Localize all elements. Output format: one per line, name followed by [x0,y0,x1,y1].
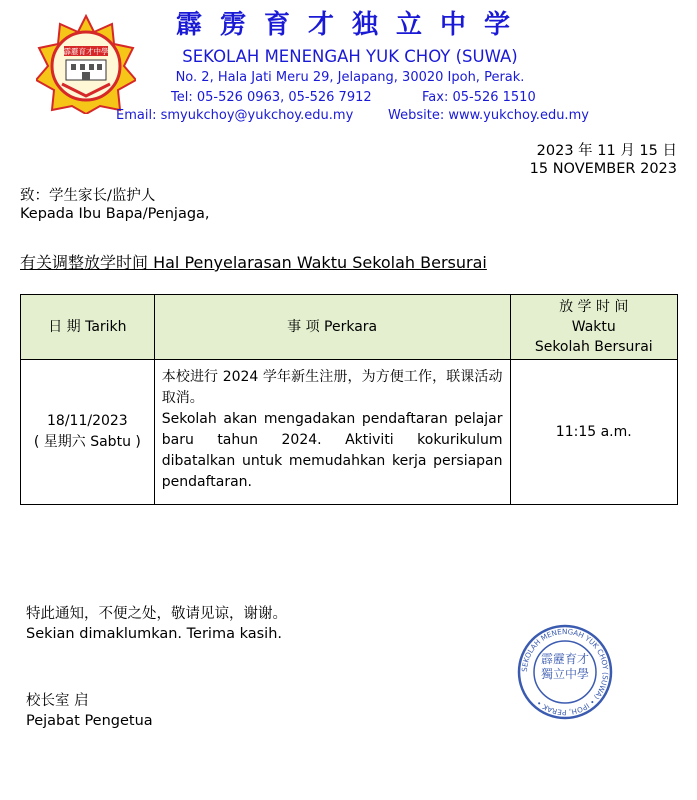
header-time-line1: 放 学 时 间 [559,299,629,315]
row-matter-malay: Sekolah akan mengadakan pendaftaran pelajar baru tahun 2024. Aktiviti kokurikulum dibatalkan untuk memudahkan kerja persiapan pendaftaran. [161,411,503,490]
school-telephone: Tel: 05-526 0963, 05-526 7912 [171,90,372,105]
table-header-row [21,295,678,360]
header-time-line2: Waktu [571,319,616,335]
letter-date-english: 15 NOVEMBER 2023 [529,161,677,177]
salutation-malay: Kepada Ibu Bapa/Penjaga, [20,206,210,222]
header-time-line3: Sekolah Bersurai [534,339,653,355]
stamp-center-text: 霹靂育才獨立中學 [540,652,589,681]
school-logo [36,14,136,114]
closing-chinese: 特此通知，不便之处，敬请见谅，谢谢。 [26,606,287,622]
row-matter-cell [154,360,510,505]
stamp-ring-text: SEKOLAH MENENGAH YUK CHOY (SUWA) • IPOH, PERAK • [519,626,611,718]
row-time: 11:15 a.m. [510,360,677,505]
school-name-chinese: 霹雳育才独立中学 [176,10,529,40]
logo-text: 霹靂育才中學 [63,47,109,56]
signoff-chinese: 校长室 启 [26,693,89,709]
school-name-english: SEKOLAH MENENGAH YUK CHOY (SUWA) [182,47,518,66]
letter-date-chinese: 2023 年 11 月 15 日 [536,143,677,159]
closing-malay: Sekian dimaklumkan. Terima kasih. [26,626,282,642]
official-stamp [517,624,613,720]
row-matter-chinese: 本校进行 2024 学年新生注册，为方便工作，联课活动取消。 [161,369,503,406]
school-address: No. 2, Hala Jati Meru 29, Jelapang, 30020 Ipoh, Perak. [175,70,525,85]
header-date: 日 期 Tarikh [21,295,155,360]
row-date-cell [21,360,155,505]
letter-subject: 有关调整放学时间 Hal Penyelarasan Waktu Sekolah Bersurai [20,253,487,272]
school-fax: Fax: 05-526 1510 [422,90,536,105]
table-row [21,360,678,505]
school-email[interactable]: Email: smyukchoy@yukchoy.edu.my [116,108,354,123]
header-matter: 事 项 Perkara [154,295,510,360]
school-website[interactable]: Website: www.yukchoy.edu.my [388,108,589,123]
signoff-malay: Pejabat Pengetua [26,713,153,729]
row-day: ( 星期六 Sabtu ) [33,434,141,450]
row-date: 18/11/2023 [47,413,128,429]
salutation-chinese: 致：学生家长/监护人 [20,188,156,204]
schedule-table [20,294,678,505]
header-dismissal-time [510,295,677,360]
